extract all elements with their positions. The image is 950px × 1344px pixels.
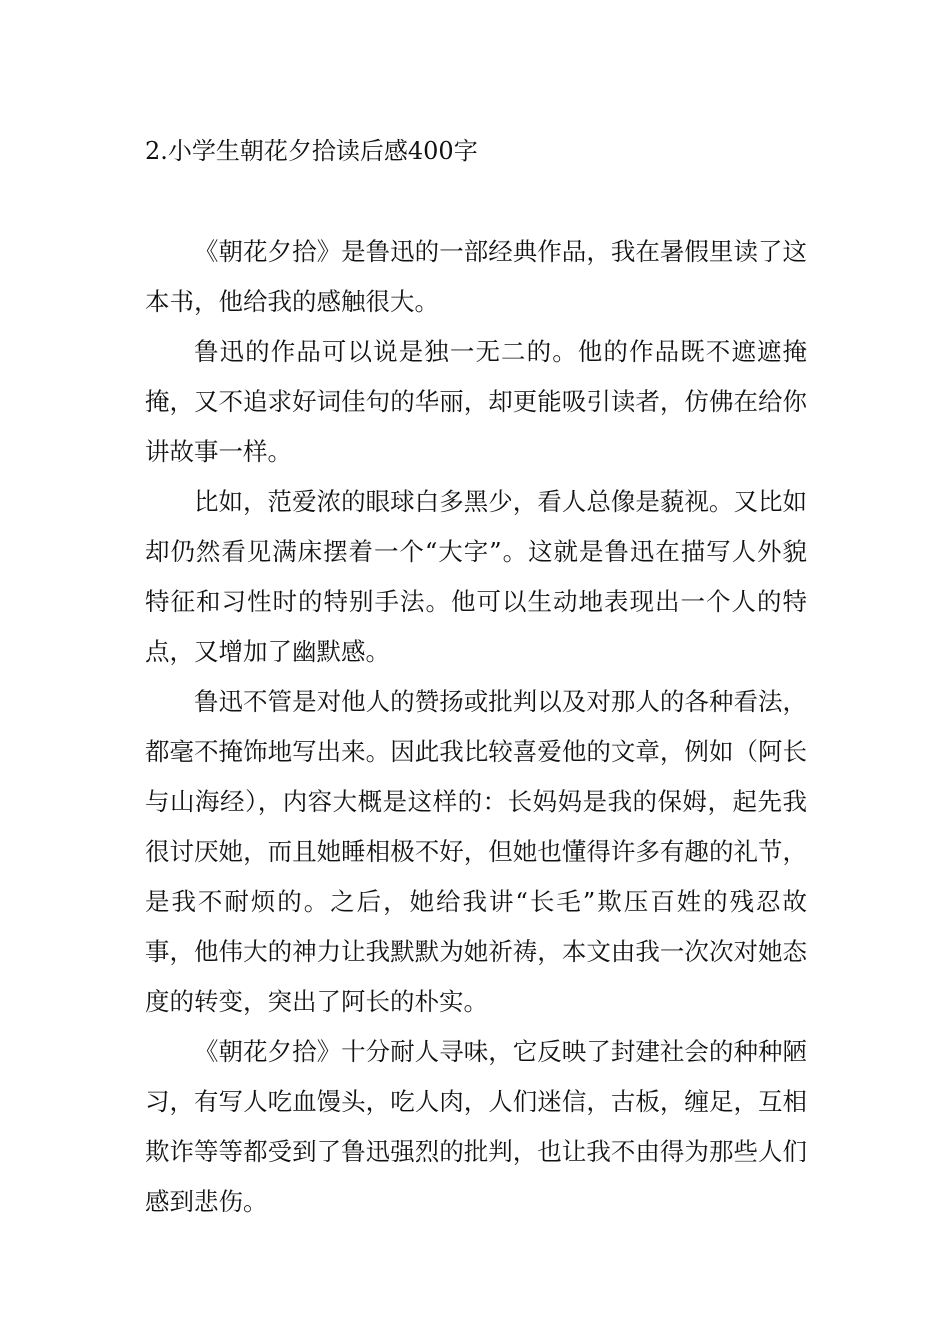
document-body [145, 227, 807, 1227]
paragraph-5: 《朝花夕拾》十分耐人寻味，它反映了封建社会的种种陋习，有写人吃血馒头，吃人肉，人们迷信，古板，缠足，互相欺诈等等都受到了鲁迅强烈的批判，也让我不由得为那些人们感到悲伤。 [145, 1037, 807, 1216]
paragraph-4: 鲁迅不管是对他人的赞扬或批判以及对那人的各种看法，都毫不掩饰地写出来。因此我比较喜爱他的文章，例如（阿长与山海经），内容大概是这样的：长妈妈是我的保姆，起先我很讨厌她，而且她睡相极不好，但她也懂得许多有趣的礼节，是我不耐烦的。之后，她给我讲“长毛”欺压百姓的残忍故事，他伟大的神力让我默默为她祈祷，本文由我一次次对她态度的转变，突出了阿长的朴实。 [145, 687, 807, 1016]
paragraph-3: 比如，范爱浓的眼球白多黑少，看人总像是藐视。又比如却仍然看见满床摆着一个“大字”。这就是鲁迅在描写人外貌特征和习性时的特别手法。他可以生动地表现出一个人的特点，又增加了幽默感。 [145, 487, 807, 666]
document-title: 2.小学生朝花夕拾读后感400字 [145, 137, 478, 165]
paragraph-1: 《朝花夕拾》是鲁迅的一部经典作品，我在暑假里读了这本书，他给我的感触很大。 [145, 237, 807, 316]
paragraph-2: 鲁迅的作品可以说是独一无二的。他的作品既不遮遮掩掩，又不追求好词佳句的华丽，却更能吸引读者，仿佛在给你讲故事一样。 [145, 337, 807, 466]
